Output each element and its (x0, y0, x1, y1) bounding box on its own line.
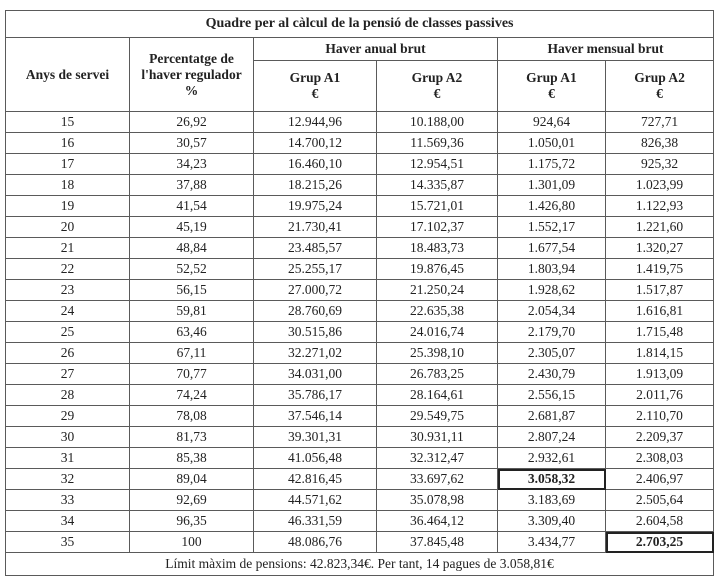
header-label: Grup A1 (526, 70, 577, 85)
table-cell: 36.464,12 (377, 511, 498, 532)
table-cell: 12.944,96 (254, 112, 377, 133)
table-cell: 42.816,45 (254, 469, 377, 490)
table-cell: 23.485,57 (254, 238, 377, 259)
table-cell: 21.730,41 (254, 217, 377, 238)
table-cell: 1.301,09 (498, 175, 606, 196)
highlighted-cell: 3.058,32 (498, 469, 606, 490)
table-cell: 34.031,00 (254, 364, 377, 385)
table-cell: 92,69 (130, 490, 254, 511)
table-cell: 39.301,31 (254, 427, 377, 448)
table-cell: 727,71 (606, 112, 714, 133)
table-cell: 1.320,27 (606, 238, 714, 259)
table-cell: 20 (6, 217, 130, 238)
pension-table-container (5, 10, 713, 576)
table-cell: 15 (6, 112, 130, 133)
table-row (6, 301, 714, 322)
table-cell: 37,88 (130, 175, 254, 196)
table-cell: 2.406,97 (606, 469, 714, 490)
table-cell: 28 (6, 385, 130, 406)
table-cell: 925,32 (606, 154, 714, 175)
table-cell: 100 (130, 532, 254, 553)
table-cell: 2.604,58 (606, 511, 714, 532)
table-cell: 2.505,64 (606, 490, 714, 511)
table-cell: 12.954,51 (377, 154, 498, 175)
table-row (6, 364, 714, 385)
table-cell: 28.164,61 (377, 385, 498, 406)
header-label: Grup A2 (411, 70, 463, 85)
table-cell: 1.552,17 (498, 217, 606, 238)
header-mensual-a1 (498, 61, 606, 112)
header-mensual-a2 (606, 61, 714, 112)
table-cell: 78,08 (130, 406, 254, 427)
table-cell: 46.331,59 (254, 511, 377, 532)
table-cell: 15.721,01 (377, 196, 498, 217)
table-cell: 1.426,80 (498, 196, 606, 217)
table-cell: 2.110,70 (606, 406, 714, 427)
table-cell: 17 (6, 154, 130, 175)
table-cell: 14.700,12 (254, 133, 377, 154)
table-cell: 2.209,37 (606, 427, 714, 448)
header-unit: € (656, 86, 663, 101)
table-cell: 2.308,03 (606, 448, 714, 469)
table-title: Quadre per al càlcul de la pensió de classes passives (6, 11, 714, 38)
table-cell: 28.760,69 (254, 301, 377, 322)
table-cell: 56,15 (130, 280, 254, 301)
table-row (6, 490, 714, 511)
table-cell: 26 (6, 343, 130, 364)
table-cell: 16 (6, 133, 130, 154)
table-cell: 1.517,87 (606, 280, 714, 301)
table-cell: 2.430,79 (498, 364, 606, 385)
header-unit: € (548, 86, 555, 101)
table-cell: 18.215,26 (254, 175, 377, 196)
table-cell: 70,77 (130, 364, 254, 385)
table-cell: 96,35 (130, 511, 254, 532)
table-cell: 44.571,62 (254, 490, 377, 511)
table-cell: 27 (6, 364, 130, 385)
table-cell: 32 (6, 469, 130, 490)
table-cell: 21.250,24 (377, 280, 498, 301)
table-cell: 23 (6, 280, 130, 301)
table-cell: 25.255,17 (254, 259, 377, 280)
table-cell: 22.635,38 (377, 301, 498, 322)
table-row (6, 511, 714, 532)
table-cell: 32.312,47 (377, 448, 498, 469)
table-cell: 31 (6, 448, 130, 469)
table-cell: 52,52 (130, 259, 254, 280)
table-cell: 59,81 (130, 301, 254, 322)
table-cell: 26.783,25 (377, 364, 498, 385)
table-cell: 1.175,72 (498, 154, 606, 175)
table-cell: 1.814,15 (606, 343, 714, 364)
header-unit: € (311, 86, 319, 101)
highlighted-cell: 2.703,25 (606, 532, 714, 553)
table-cell: 1.715,48 (606, 322, 714, 343)
table-row (6, 175, 714, 196)
table-cell: 37.845,48 (377, 532, 498, 553)
table-row (6, 427, 714, 448)
table-cell: 19.876,45 (377, 259, 498, 280)
table-cell: 26,92 (130, 112, 254, 133)
table-row (6, 469, 714, 490)
table-row (6, 406, 714, 427)
table-cell: 2.681,87 (498, 406, 606, 427)
table-cell: 29 (6, 406, 130, 427)
table-footer-note: Límit màxim de pensions: 42.823,34€. Per tant, 14 pagues de 3.058,81€ (6, 553, 714, 576)
table-cell: 2.807,24 (498, 427, 606, 448)
table-row (6, 259, 714, 280)
table-cell: 74,24 (130, 385, 254, 406)
table-row (6, 217, 714, 238)
table-cell: 37.546,14 (254, 406, 377, 427)
table-cell: 35.078,98 (377, 490, 498, 511)
table-cell: 3.183,69 (498, 490, 606, 511)
table-row (6, 343, 714, 364)
table-cell: 67,11 (130, 343, 254, 364)
table-cell: 22 (6, 259, 130, 280)
header-percentatge: Percentatge de l'haver regulador % (130, 38, 254, 112)
table-cell: 41.056,48 (254, 448, 377, 469)
table-row (6, 112, 714, 133)
table-cell: 11.569,36 (377, 133, 498, 154)
table-cell: 16.460,10 (254, 154, 377, 175)
table-cell: 25 (6, 322, 130, 343)
table-cell: 17.102,37 (377, 217, 498, 238)
table-cell: 24.016,74 (377, 322, 498, 343)
header-label: Grup A1 (289, 70, 341, 85)
table-row (6, 238, 714, 259)
table-cell: 34 (6, 511, 130, 532)
table-cell: 3.309,40 (498, 511, 606, 532)
table-cell: 1.803,94 (498, 259, 606, 280)
table-cell: 35 (6, 532, 130, 553)
table-row (6, 280, 714, 301)
table-cell: 48.086,76 (254, 532, 377, 553)
table-cell: 924,64 (498, 112, 606, 133)
header-label: Grup A2 (634, 70, 685, 85)
table-cell: 41,54 (130, 196, 254, 217)
header-anual-a1 (254, 61, 377, 112)
table-cell: 2.054,34 (498, 301, 606, 322)
header-haver-anual: Haver anual brut (254, 38, 498, 61)
table-cell: 63,46 (130, 322, 254, 343)
table-cell: 33.697,62 (377, 469, 498, 490)
table-cell: 3.434,77 (498, 532, 606, 553)
table-cell: 48,84 (130, 238, 254, 259)
table-cell: 1.023,99 (606, 175, 714, 196)
table-cell: 2.179,70 (498, 322, 606, 343)
table-row (6, 133, 714, 154)
table-cell: 32.271,02 (254, 343, 377, 364)
table-cell: 826,38 (606, 133, 714, 154)
table-cell: 1.928,62 (498, 280, 606, 301)
header-anual-a2 (377, 61, 498, 112)
table-cell: 30,57 (130, 133, 254, 154)
table-cell: 19.975,24 (254, 196, 377, 217)
table-cell: 1.050,01 (498, 133, 606, 154)
table-cell: 27.000,72 (254, 280, 377, 301)
header-unit: € (433, 86, 441, 101)
header-anys-servei: Anys de servei (6, 38, 130, 112)
table-row (6, 154, 714, 175)
table-cell: 30.515,86 (254, 322, 377, 343)
table-cell: 33 (6, 490, 130, 511)
table-cell: 2.932,61 (498, 448, 606, 469)
table-cell: 19 (6, 196, 130, 217)
table-row (6, 385, 714, 406)
table-row (6, 196, 714, 217)
table-cell: 35.786,17 (254, 385, 377, 406)
table-row (6, 532, 714, 553)
table-cell: 34,23 (130, 154, 254, 175)
table-cell: 2.556,15 (498, 385, 606, 406)
table-cell: 45,19 (130, 217, 254, 238)
table-cell: 1.913,09 (606, 364, 714, 385)
table-row (6, 448, 714, 469)
table-cell: 30.931,11 (377, 427, 498, 448)
table-cell: 1.616,81 (606, 301, 714, 322)
table-cell: 89,04 (130, 469, 254, 490)
table-cell: 10.188,00 (377, 112, 498, 133)
table-cell: 14.335,87 (377, 175, 498, 196)
table-cell: 30 (6, 427, 130, 448)
table-cell: 29.549,75 (377, 406, 498, 427)
table-cell: 2.011,76 (606, 385, 714, 406)
table-cell: 18 (6, 175, 130, 196)
table-cell: 25.398,10 (377, 343, 498, 364)
table-cell: 1.122,93 (606, 196, 714, 217)
table-cell: 21 (6, 238, 130, 259)
pension-table (5, 10, 714, 576)
table-cell: 2.305,07 (498, 343, 606, 364)
table-cell: 24 (6, 301, 130, 322)
header-haver-mensual: Haver mensual brut (498, 38, 714, 61)
table-cell: 18.483,73 (377, 238, 498, 259)
table-body (6, 112, 714, 553)
table-cell: 81,73 (130, 427, 254, 448)
table-row (6, 322, 714, 343)
table-cell: 1.419,75 (606, 259, 714, 280)
table-cell: 85,38 (130, 448, 254, 469)
table-cell: 1.221,60 (606, 217, 714, 238)
table-cell: 1.677,54 (498, 238, 606, 259)
